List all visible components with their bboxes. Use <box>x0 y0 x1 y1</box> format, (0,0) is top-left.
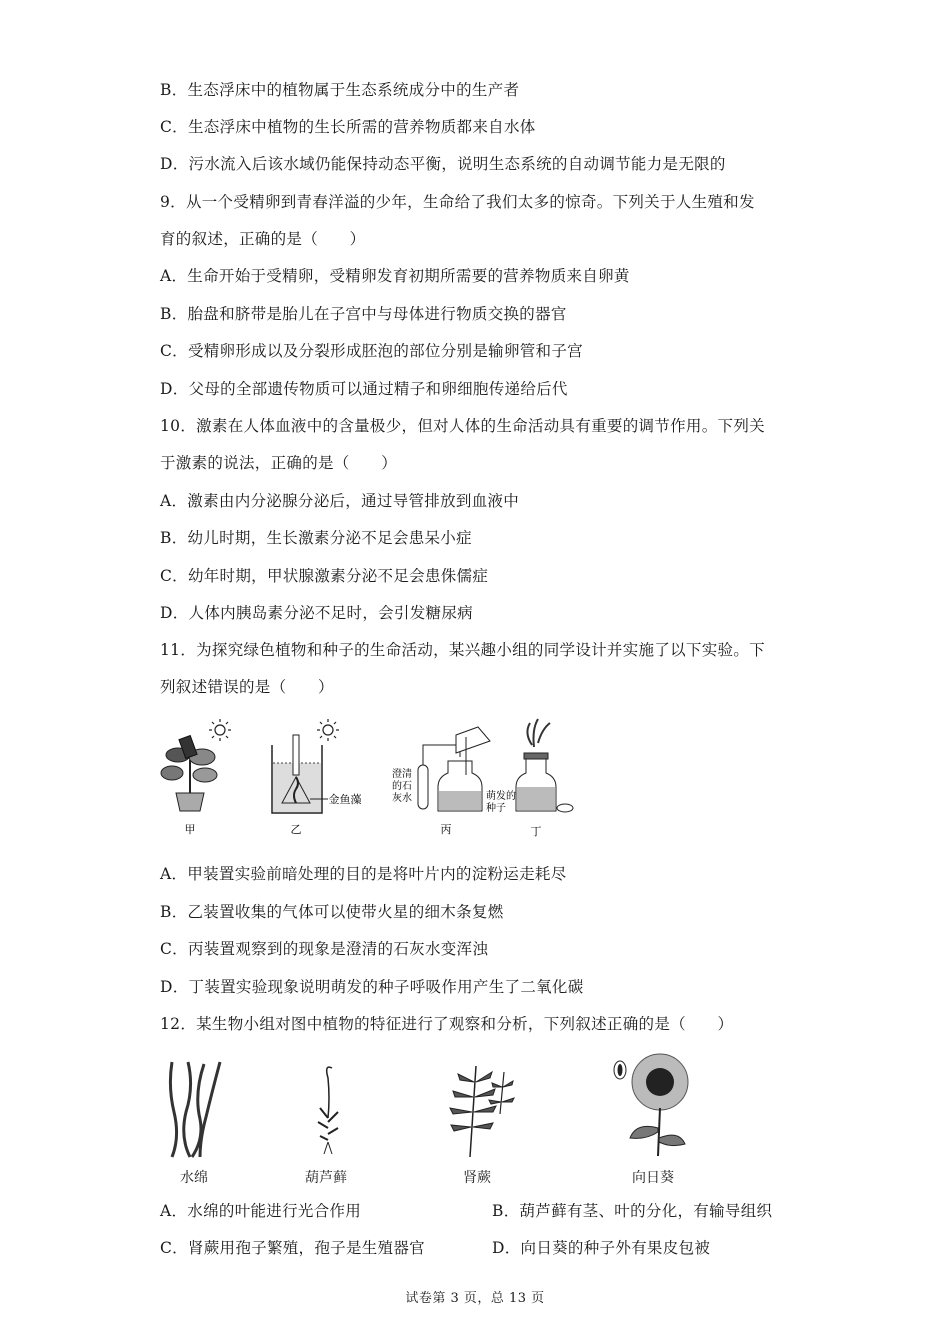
label-mengfa-2: 种子 <box>486 803 506 814</box>
q11-stem-line1: 11．为探究绿色植物和种子的生命活动，某兴趣小组的同学设计并实施了以下实验。下 <box>160 641 765 659</box>
q12-option-c: C．肾蕨用孢子繁殖，孢子是生殖器官 <box>160 1239 425 1257</box>
q11-option-a: A．甲装置实验前暗处理的目的是将叶片内的淀粉运走耗尽 <box>160 865 567 883</box>
label-shihuishui-3: 灰水 <box>392 793 412 804</box>
q12-option-b: B．葫芦藓有茎、叶的分化，有输导组织 <box>492 1202 773 1220</box>
sun-icon <box>209 719 231 741</box>
q11-experiment-figure <box>160 715 580 845</box>
q12-option-d: D．向日葵的种子外有果皮包被 <box>492 1239 711 1257</box>
q12-figure-svg <box>160 1052 720 1162</box>
q10-option-a: A．激素由内分泌腺分泌后，通过导管排放到血液中 <box>160 492 520 510</box>
q8-option-c: C．生态浮床中植物的生长所需的营养物质都来自水体 <box>160 118 536 136</box>
label-yi: 乙 <box>290 823 302 836</box>
ding-bottle-apparatus <box>516 719 573 838</box>
q11-stem-line2: 列叙述错误的是（ ） <box>160 678 334 696</box>
q11-option-b: B．乙装置收集的气体可以使带火星的细木条复燃 <box>160 903 504 921</box>
label-jia: 甲 <box>184 823 196 836</box>
q9-option-d: D．父母的全部遗传物质可以通过精子和卵细胞传递给后代 <box>160 380 568 398</box>
bing-limewater-apparatus <box>392 727 516 836</box>
caption-hulu: 葫芦藓 <box>305 1170 347 1186</box>
jia-plant-apparatus <box>161 719 231 836</box>
q10-stem-line2: 于激素的说法，正确的是（ ） <box>160 454 398 472</box>
label-jinyuzao: 金鱼藻 <box>328 793 362 806</box>
label-ding: 丁 <box>530 825 542 838</box>
q12-plants-figure <box>160 1052 720 1162</box>
q11-option-d: D．丁装置实验现象说明萌发的种子呼吸作用产生了二氧化碳 <box>160 978 584 996</box>
label-bing: 丙 <box>440 823 452 836</box>
label-shihuishui-2: 的石 <box>392 781 412 792</box>
q10-option-d: D．人体内胰岛素分泌不足时，会引发糖尿病 <box>160 604 473 622</box>
q9-option-a: A．生命开始于受精卵，受精卵发育初期所需要的营养物质来自卵黄 <box>160 267 630 285</box>
label-mengfa-1: 萌发的 <box>486 791 516 802</box>
q9-option-b: B．胎盘和脐带是胎儿在子宫中与母体进行物质交换的器官 <box>160 305 567 323</box>
q9-option-c: C．受精卵形成以及分裂形成胚泡的部位分别是输卵管和子宫 <box>160 342 583 360</box>
page-footer: 试卷第 3 页，总 13 页 <box>405 1291 545 1306</box>
moss-drawing <box>318 1067 338 1154</box>
caption-shenjue: 肾蕨 <box>463 1170 491 1186</box>
q10-option-c: C．幼年时期，甲状腺激素分泌不足会患侏儒症 <box>160 567 489 585</box>
q12-stem: 12．某生物小组对图中植物的特征进行了观察和分析，下列叙述正确的是（ ） <box>160 1015 734 1033</box>
yi-beaker-apparatus <box>272 719 362 836</box>
q8-option-d: D．污水流入后该水域仍能保持动态平衡，说明生态系统的自动调节能力是无限的 <box>160 155 726 173</box>
caption-xiangrikui: 向日葵 <box>632 1170 674 1186</box>
q11-option-c: C．丙装置观察到的现象是澄清的石灰水变浑浊 <box>160 940 489 958</box>
q8-option-b: B．生态浮床中的植物属于生态系统成分中的生产者 <box>160 81 520 99</box>
q9-stem-line2: 育的叙述，正确的是（ ） <box>160 230 366 248</box>
fern-drawing <box>450 1066 514 1157</box>
q11-figure-svg <box>160 715 580 845</box>
q10-stem-line1: 10．激素在人体血液中的含量极少，但对人体的生命活动具有重要的调节作用。下列关 <box>160 417 765 435</box>
q12-option-a: A．水绵的叶能进行光合作用 <box>160 1202 362 1220</box>
q9-stem-line1: 9．从一个受精卵到青春洋溢的少年，生命给了我们太多的惊奇。下列关于人生殖和发 <box>160 193 755 211</box>
q10-option-b: B．幼儿时期，生长激素分泌不足会患呆小症 <box>160 529 472 547</box>
label-shihuishui-1: 澄清 <box>392 769 412 780</box>
sun-icon <box>317 719 339 741</box>
spirogyra-drawing <box>170 1062 220 1157</box>
sunflower-drawing <box>614 1054 688 1156</box>
caption-shuimian: 水绵 <box>180 1170 208 1186</box>
